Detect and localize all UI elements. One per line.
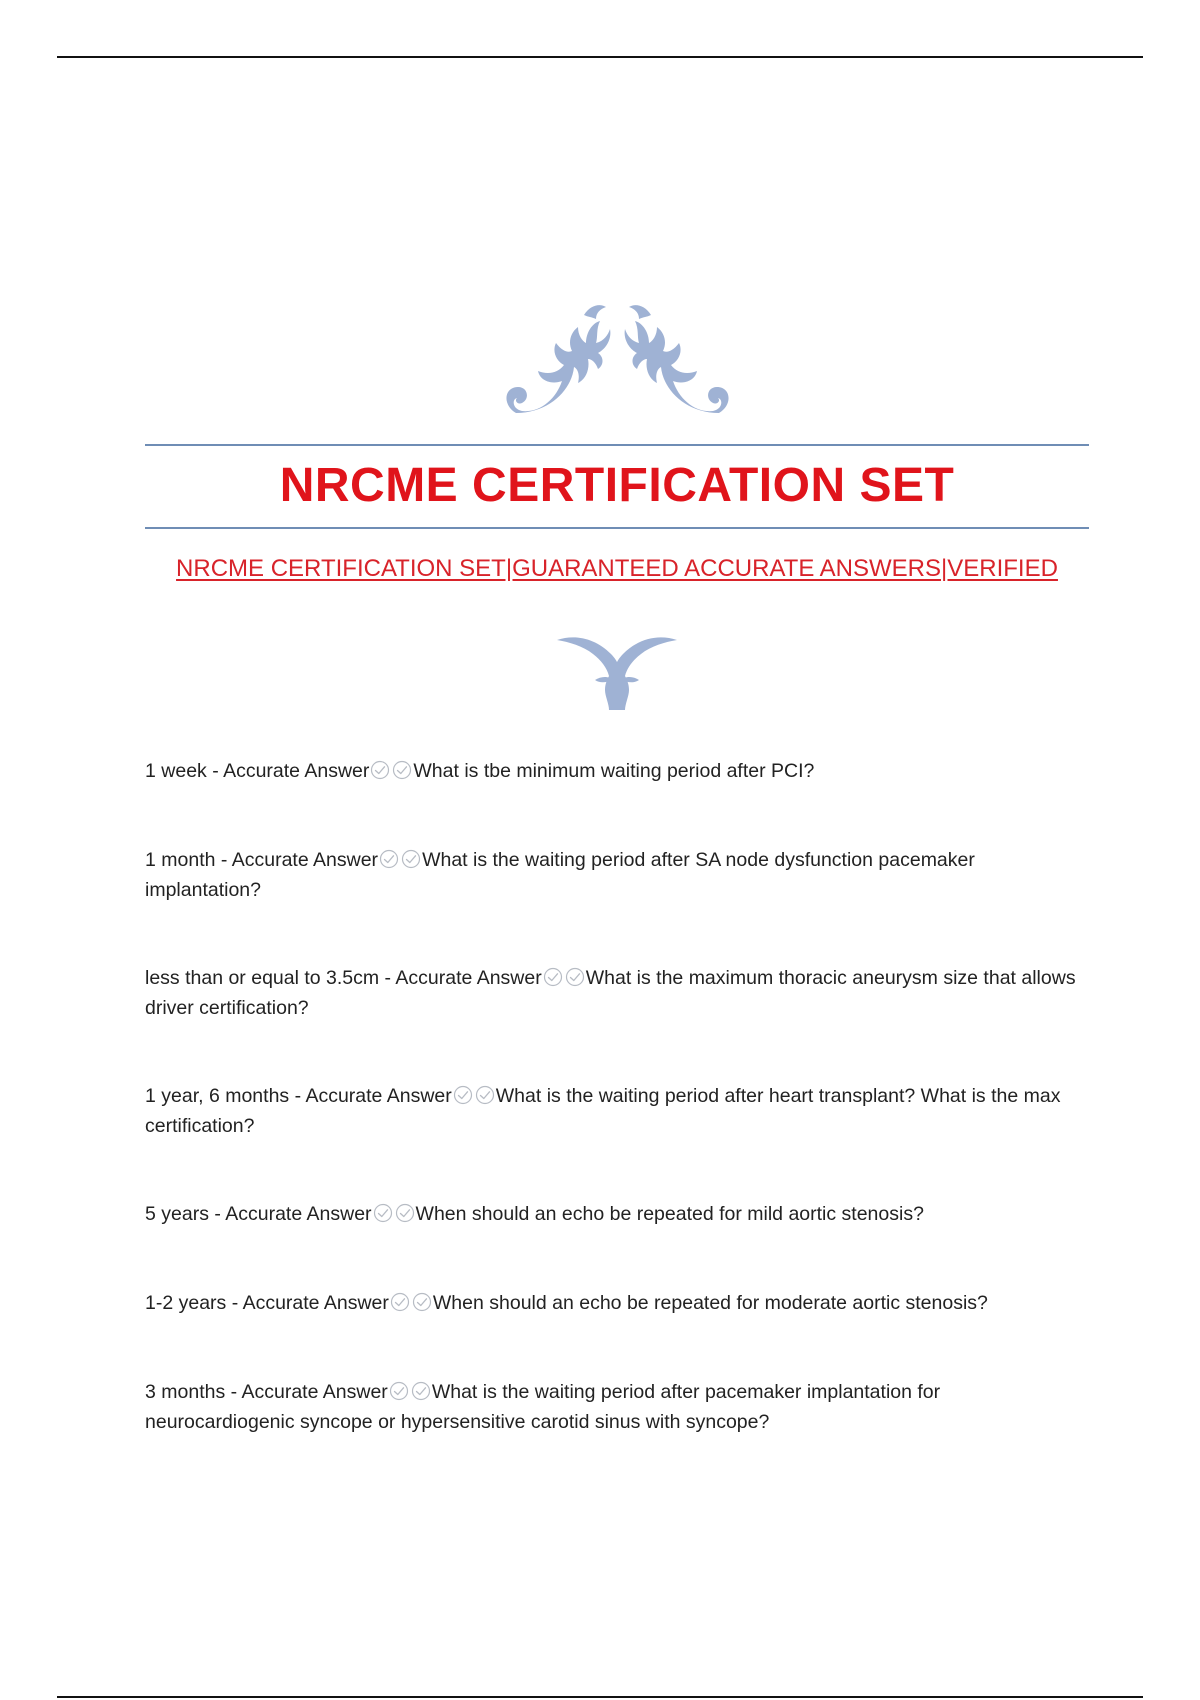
qa-answer: 1-2 years [145,1292,227,1314]
qa-answer-label: Accurate Answer [242,1292,389,1314]
qa-answer-label: Accurate Answer [223,760,370,782]
check-circle-icon [395,1203,415,1223]
page-subtitle: NRCME CERTIFICATION SET|GUARANTEED ACCURATE ANSWERS|VERIFIED [176,555,1058,582]
qa-item [145,963,1080,1023]
qa-answer: 1 week [145,760,207,782]
title-rule-upper [145,444,1089,446]
check-circle-icon [543,967,563,987]
check-circle-icon [373,1203,393,1223]
qa-answer: less than or equal to 3.5cm [145,967,380,989]
check-circle-icon [453,1085,473,1105]
qa-separator: - [215,849,232,871]
floral-ornament-icon [500,295,735,425]
qa-answer: 3 months [145,1381,226,1403]
qa-question: When should an echo be repeated for mild aortic stenosis? [415,1203,924,1225]
qa-separator: - [289,1085,306,1107]
qa-item [145,1288,1080,1318]
qa-answer-label: Accurate Answer [231,849,379,871]
qa-separator: - [225,1381,242,1403]
check-circle-icon [475,1085,495,1105]
check-circle-icon [379,849,399,869]
page-top-rule [57,56,1143,58]
fleur-ornament-icon [555,632,680,712]
qa-answer-label: Accurate Answer [305,1085,452,1107]
check-circle-icon [392,760,412,780]
qa-question: What is tbe minimum waiting period after PCI? [413,760,815,782]
qa-question: What is the waiting period after SA node dysfunction pacemaker implantation? [145,849,975,901]
qa-question: What is the waiting period after pacemaker implantation for neurocardiogenic syncope or hypersensitive carotid sinus with syncope? [145,1381,941,1433]
qa-item [145,1377,1080,1437]
qa-answer-label: Accurate Answer [241,1381,388,1403]
title-rule-lower [145,527,1089,529]
qa-answer-label: Accurate Answer [225,1203,372,1225]
check-circle-icon [411,1381,431,1401]
check-circle-icon [412,1292,432,1312]
check-circle-icon [389,1381,409,1401]
page-title: NRCME CERTIFICATION SET [279,459,955,512]
check-circle-icon [401,849,421,869]
qa-question: What is the waiting period after heart transplant? What is the max certification? [145,1085,1061,1137]
qa-item [145,845,1080,905]
check-circle-icon [370,760,390,780]
qa-answer: 1 month [145,849,216,871]
qa-list [145,756,1080,1437]
qa-answer-label: Accurate Answer [395,967,542,989]
page-bottom-rule [57,1696,1143,1698]
check-circle-icon [390,1292,410,1312]
qa-question: When should an echo be repeated for moderate aortic stenosis? [432,1292,988,1314]
qa-item [145,756,1080,786]
check-circle-icon [565,967,585,987]
qa-answer: 5 years [145,1203,209,1225]
qa-question: What is the maximum thoracic aneurysm size that allows driver certification? [145,967,1076,1019]
qa-separator: - [206,760,224,782]
qa-item [145,1081,1080,1141]
qa-separator: - [208,1203,226,1225]
qa-separator: - [379,967,396,989]
qa-answer: 1 year, 6 months [145,1085,290,1107]
qa-item [145,1199,1080,1229]
qa-separator: - [226,1292,243,1314]
